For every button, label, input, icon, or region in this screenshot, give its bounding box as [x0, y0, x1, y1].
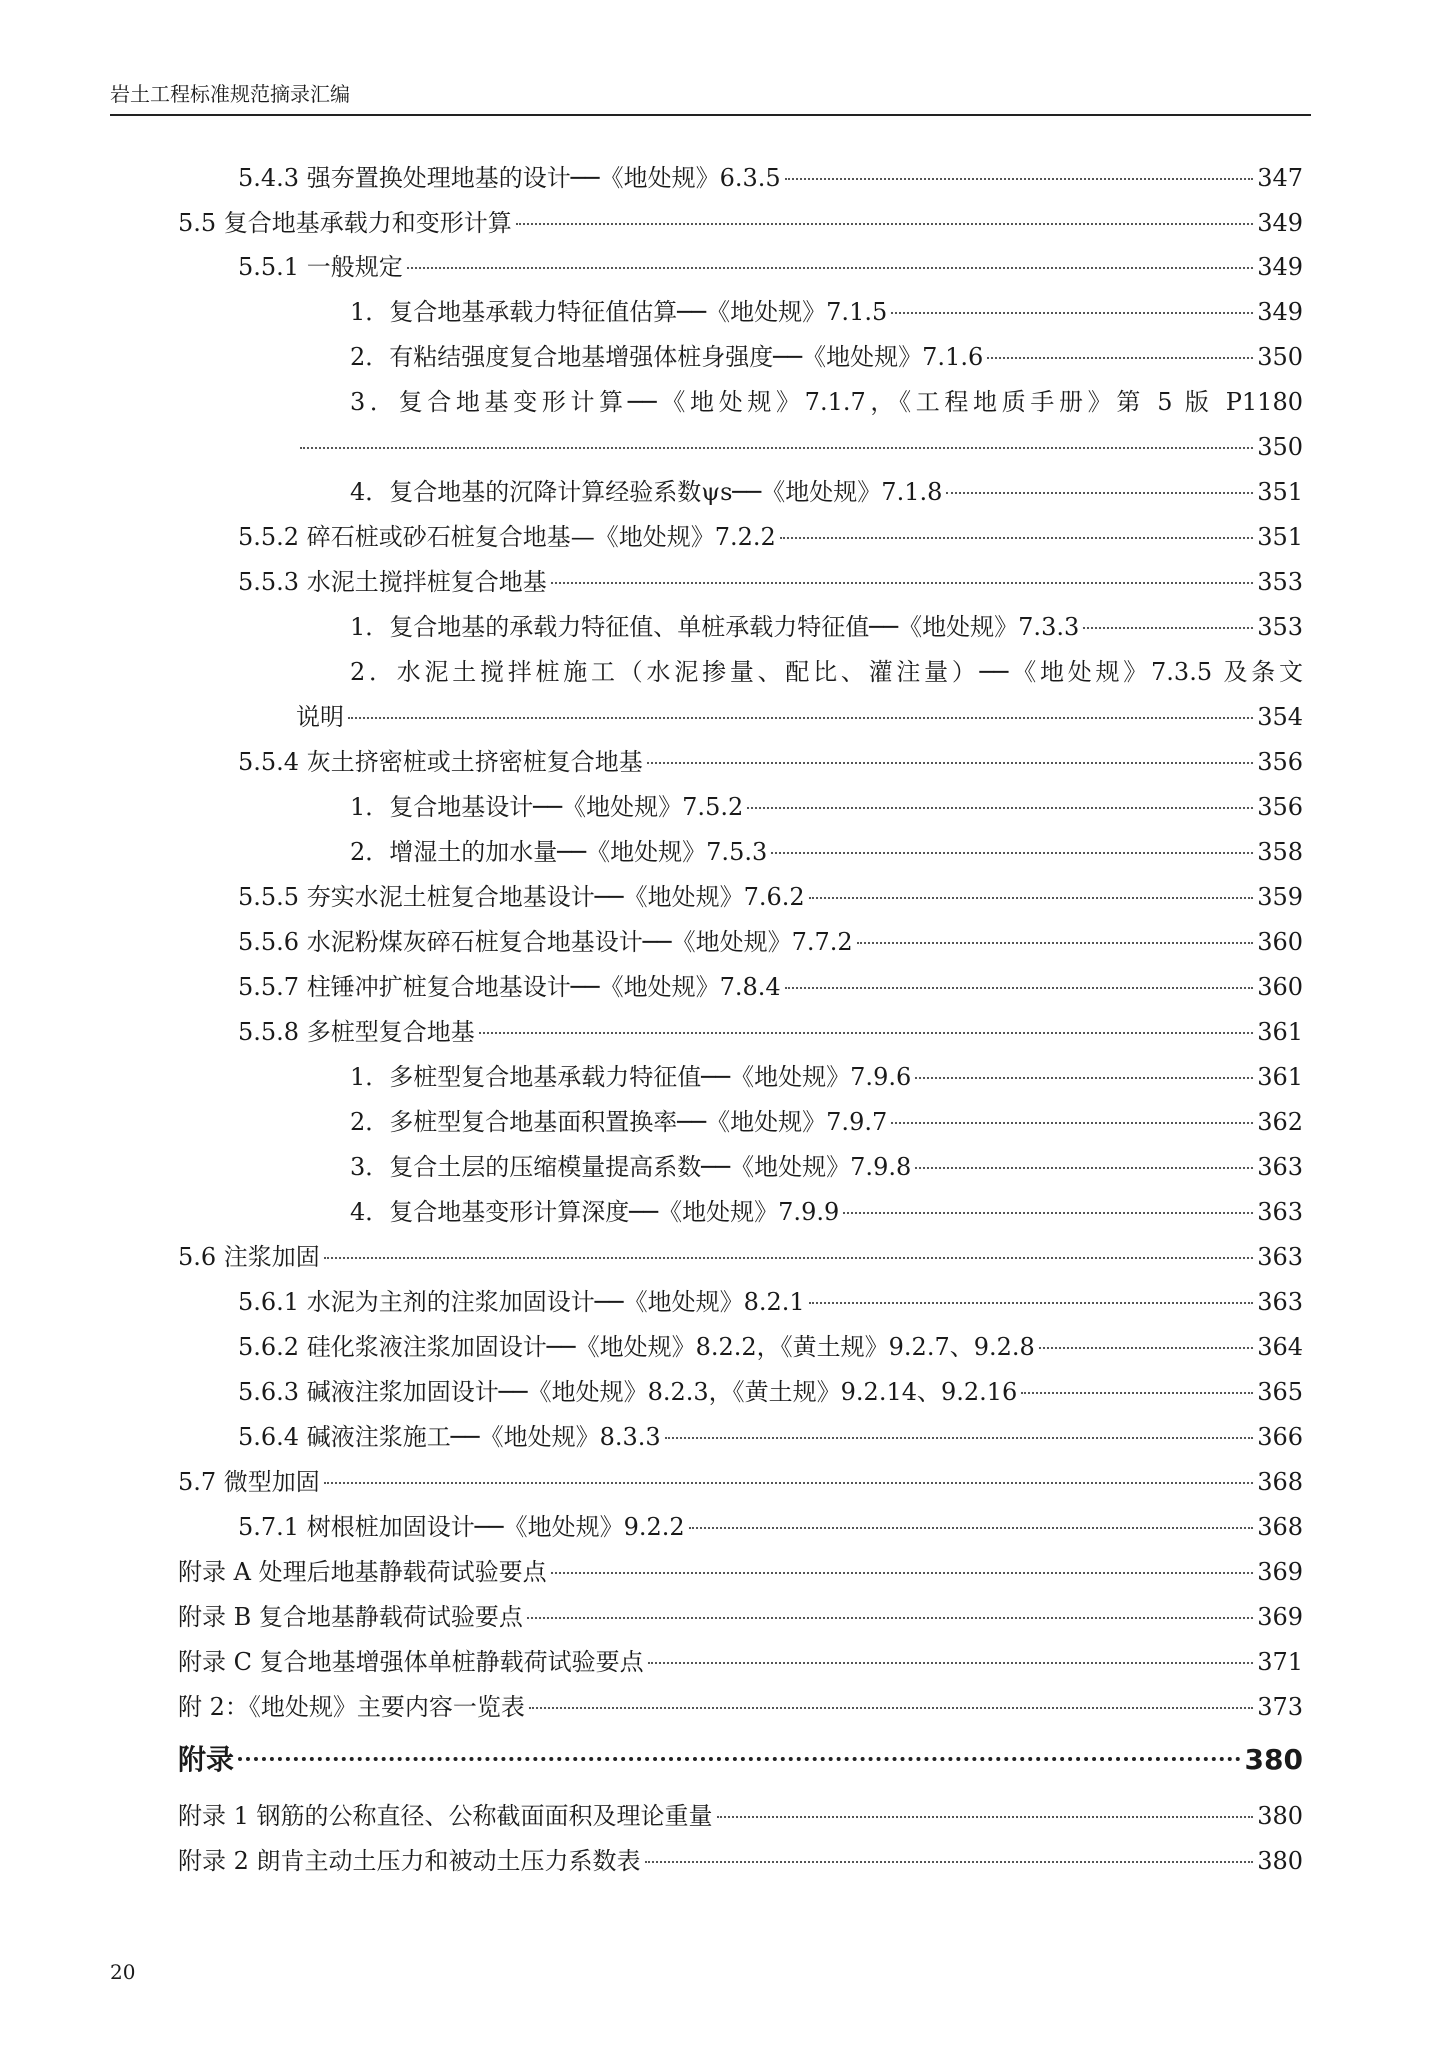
toc-entry-text: 5.7 微型加固 [178, 1468, 320, 1496]
toc-entry-item[interactable] [350, 290, 1303, 334]
dot-leader [857, 942, 1254, 944]
toc-entry-text: 2．增湿土的加水量──《地处规》7.5.3 [350, 838, 768, 866]
dot-leader [1039, 1347, 1253, 1349]
dot-leader [324, 1482, 1253, 1484]
dot-leader [1021, 1392, 1253, 1394]
toc-page-number: 368 [1257, 1513, 1303, 1541]
toc-entry-text: 5.5 复合地基承载力和变形计算 [178, 209, 512, 237]
toc-entry-item[interactable] [350, 1055, 1303, 1099]
dot-leader [717, 1816, 1254, 1818]
toc-page-number: 351 [1257, 523, 1303, 551]
toc-page-number: 363 [1257, 1243, 1303, 1271]
toc-page-number: 380 [1257, 1847, 1303, 1875]
toc-entry-text: 2．有粘结强度复合地基增强体桩身强度──《地处规》7.1.6 [350, 343, 984, 371]
dot-leader [300, 447, 1253, 449]
toc-page-number: 369 [1257, 1558, 1303, 1586]
toc-entry-5-5-6[interactable] [238, 920, 1303, 964]
toc-entry-text: 1．复合地基承载力特征值估算──《地处规》7.1.5 [350, 298, 888, 326]
dot-leader [648, 1662, 1254, 1664]
toc-page-number: 368 [1257, 1468, 1303, 1496]
toc-entry-text: 5.5.8 多桩型复合地基 [238, 1018, 475, 1046]
toc-entry-text: 1．复合地基设计──《地处规》7.5.2 [350, 793, 744, 821]
toc-page-number: 364 [1257, 1333, 1303, 1361]
toc-page-number: 369 [1257, 1603, 1303, 1631]
toc-entry-text: 5.7.1 树根桩加固设计──《地处规》9.2.2 [238, 1513, 685, 1541]
toc-entry-appendix-a[interactable] [178, 1550, 1303, 1594]
toc-entry-text: 5.6.3 碱液注浆加固设计──《地处规》8.2.3，《黄土规》9.2.14、9.2.16 [238, 1378, 1018, 1406]
toc-page-number: 350 [1257, 433, 1303, 461]
toc-entry-5-5-2[interactable] [238, 515, 1303, 559]
toc-entry-5-5-8[interactable] [238, 1010, 1303, 1054]
toc-entry-5-7-1[interactable] [238, 1505, 1303, 1549]
dot-leader [689, 1527, 1254, 1529]
dot-leader [785, 987, 1254, 989]
dot-leader [1083, 627, 1253, 629]
dot-leader [665, 1437, 1254, 1439]
toc-entry-text: 附录 1 钢筋的公称直径、公称截面面积及理论重量 [178, 1802, 713, 1830]
toc-entry-item-wrapped[interactable]: 3．复合地基变形计算──《地处规》7.1.7，《工程地质手册》第 5 版 P1180 [350, 388, 1303, 416]
toc-entry-item[interactable] [350, 785, 1303, 829]
toc-entry-text: 5.6.2 硅化浆液注浆加固设计──《地处规》8.2.2，《黄土规》9.2.7、9.2.8 [238, 1333, 1035, 1361]
toc-entry-text: 5.5.3 水泥土搅拌桩复合地基 [238, 568, 547, 596]
toc-entry-text: 5.6 注浆加固 [178, 1243, 320, 1271]
toc-entry-text: 5.6.1 水泥为主剂的注浆加固设计──《地处规》8.2.1 [238, 1288, 805, 1316]
toc-entry-item[interactable] [350, 1100, 1303, 1144]
toc-page-number: 353 [1257, 568, 1303, 596]
toc-entry-text: 附录 C 复合地基增强体单桩静载荷试验要点 [178, 1648, 644, 1676]
toc-entry-item[interactable] [350, 335, 1303, 379]
toc-page-number: 366 [1257, 1423, 1303, 1451]
toc-entry-text: 5.6.4 碱液注浆施工──《地处规》8.3.3 [238, 1423, 661, 1451]
dot-leader [551, 582, 1253, 584]
dot-leader [891, 312, 1253, 314]
toc-page-number: 349 [1257, 209, 1303, 237]
toc-page-number: 356 [1257, 793, 1303, 821]
dot-leader [348, 717, 1253, 719]
toc-entry-text: 1．多桩型复合地基承载力特征值──《地处规》7.9.6 [350, 1063, 912, 1091]
toc-entry-5-6-1[interactable] [238, 1280, 1303, 1324]
dot-leader [516, 223, 1253, 225]
toc-entry-item[interactable] [350, 605, 1303, 649]
dot-leader [785, 178, 1254, 180]
toc-entry-item[interactable] [350, 1145, 1303, 1189]
toc-entry-text: 4．复合地基的沉降计算经验系数ψs──《地处规》7.1.8 [350, 478, 943, 506]
toc-entry-text: 说明 [296, 703, 344, 731]
toc-entry-text: 附录 2 朗肯主动土压力和被动土压力系数表 [178, 1847, 641, 1875]
toc-page-number: 349 [1257, 253, 1303, 281]
toc-page-number: 359 [1257, 883, 1303, 911]
toc-entry-text: 5.5.2 碎石桩或砂石桩复合地基—《地处规》7.2.2 [238, 523, 776, 551]
toc-page-number: 362 [1257, 1108, 1303, 1136]
toc-page-number: 363 [1257, 1198, 1303, 1226]
toc-entry-text: 5.5.5 夯实水泥土桩复合地基设计──《地处规》7.6.2 [238, 883, 805, 911]
toc-page-number: 380 [1244, 1743, 1303, 1776]
toc-entry-continuation[interactable] [296, 425, 1303, 469]
dot-leader [915, 1077, 1253, 1079]
toc-page-number: 347 [1257, 164, 1303, 192]
toc-entry-appendix-1[interactable] [178, 1794, 1303, 1838]
toc-entry-text: 附录 B 复合地基静载荷试验要点 [178, 1603, 523, 1631]
toc-entry-appendix-2[interactable] [178, 1839, 1303, 1883]
toc-entry-text: 5.5.6 水泥粉煤灰碎石桩复合地基设计──《地处规》7.7.2 [238, 928, 853, 956]
toc-entry-appendix-heading[interactable] [178, 1738, 1303, 1782]
toc-entry-item[interactable] [350, 830, 1303, 874]
toc-entry-appendix-b[interactable] [178, 1595, 1303, 1639]
toc-entry-5-5-3[interactable] [238, 560, 1303, 604]
dot-leader [238, 1757, 1241, 1761]
header-divider [110, 114, 1311, 116]
toc-entry-appendix-c[interactable] [178, 1640, 1303, 1684]
toc-entry-text: 附 2：《地处规》主要内容一览表 [178, 1693, 525, 1721]
toc-page-number: 360 [1257, 973, 1303, 1001]
toc-entry-text: 1．复合地基的承载力特征值、单桩承载力特征值──《地处规》7.3.3 [350, 613, 1080, 641]
dot-leader [809, 1302, 1254, 1304]
dot-leader [645, 1861, 1254, 1863]
dot-leader [527, 1617, 1253, 1619]
toc-page-number: 373 [1257, 1693, 1303, 1721]
toc-page-number: 380 [1257, 1802, 1303, 1830]
toc-page-number: 371 [1257, 1648, 1303, 1676]
toc-page-number: 363 [1257, 1153, 1303, 1181]
toc-page-number: 350 [1257, 343, 1303, 371]
dot-leader [407, 267, 1253, 269]
toc-page-number: 365 [1257, 1378, 1303, 1406]
toc-page-number: 353 [1257, 613, 1303, 641]
toc-entry-attachment-2[interactable] [178, 1685, 1303, 1729]
toc-entry-item[interactable] [350, 470, 1303, 514]
dot-leader [647, 762, 1253, 764]
dot-leader [891, 1122, 1253, 1124]
toc-entry-5-5[interactable] [178, 201, 1303, 245]
toc-entry-continuation[interactable] [296, 695, 1303, 739]
toc-entry-text: 3．复合土层的压缩模量提高系数──《地处规》7.9.8 [350, 1153, 912, 1181]
toc-page-number: 361 [1257, 1018, 1303, 1046]
toc-entry-text: 5.5.4 灰土挤密桩或土挤密桩复合地基 [238, 748, 643, 776]
toc-entry-text: 2．多桩型复合地基面积置换率──《地处规》7.9.7 [350, 1108, 888, 1136]
toc-entry-5-4-3[interactable] [238, 156, 1303, 200]
toc-page-number: 360 [1257, 928, 1303, 956]
dot-leader [529, 1707, 1253, 1709]
toc-entry-5-6-3[interactable] [238, 1370, 1303, 1414]
dot-leader [915, 1167, 1253, 1169]
dot-leader [771, 852, 1253, 854]
toc-entry-5-5-7[interactable] [238, 965, 1303, 1009]
dot-leader [843, 1212, 1253, 1214]
toc-page-number: 351 [1257, 478, 1303, 506]
dot-leader [324, 1257, 1253, 1259]
dot-leader [551, 1572, 1254, 1574]
dot-leader [809, 897, 1254, 899]
toc-entry-5-5-5[interactable] [238, 875, 1303, 919]
dot-leader [479, 1032, 1253, 1034]
toc-entry-5-6-4[interactable] [238, 1415, 1303, 1459]
dot-leader [987, 357, 1253, 359]
toc-page-number: 354 [1257, 703, 1303, 731]
toc-entry-5-6[interactable] [178, 1235, 1303, 1279]
toc-page-number: 349 [1257, 298, 1303, 326]
running-header: 岩土工程标准规范摘录汇编 [110, 82, 350, 106]
dot-leader [780, 537, 1253, 539]
toc-entry-text: 5.4.3 强夯置换处理地基的设计──《地处规》6.3.5 [238, 164, 781, 192]
dot-leader [747, 807, 1253, 809]
toc-entry-5-6-2[interactable] [238, 1325, 1303, 1369]
toc-entry-text: 5.5.1 一般规定 [238, 253, 403, 281]
toc-entry-5-5-4[interactable] [238, 740, 1303, 784]
toc-entry-text: 5.5.7 柱锤冲扩桩复合地基设计──《地处规》7.8.4 [238, 973, 781, 1001]
toc-entry-item-wrapped[interactable]: 2．水泥土搅拌桩施工（水泥掺量、配比、灌注量）──《地处规》7.3.5 及条文 [350, 658, 1303, 686]
toc-entry-5-7[interactable] [178, 1460, 1303, 1504]
toc-entry-5-5-1[interactable] [238, 245, 1303, 289]
toc-page-number: 363 [1257, 1288, 1303, 1316]
toc-entry-text: 附录 [178, 1743, 235, 1776]
dot-leader [946, 492, 1253, 494]
toc-entry-text: 附录 A 处理后地基静载荷试验要点 [178, 1558, 547, 1586]
page-number: 20 [110, 1960, 136, 1984]
toc-entry-text: 4．复合地基变形计算深度──《地处规》7.9.9 [350, 1198, 840, 1226]
toc-page-number: 356 [1257, 748, 1303, 776]
toc-entry-item[interactable] [350, 1190, 1303, 1234]
toc-page-number: 358 [1257, 838, 1303, 866]
toc-page-number: 361 [1257, 1063, 1303, 1091]
